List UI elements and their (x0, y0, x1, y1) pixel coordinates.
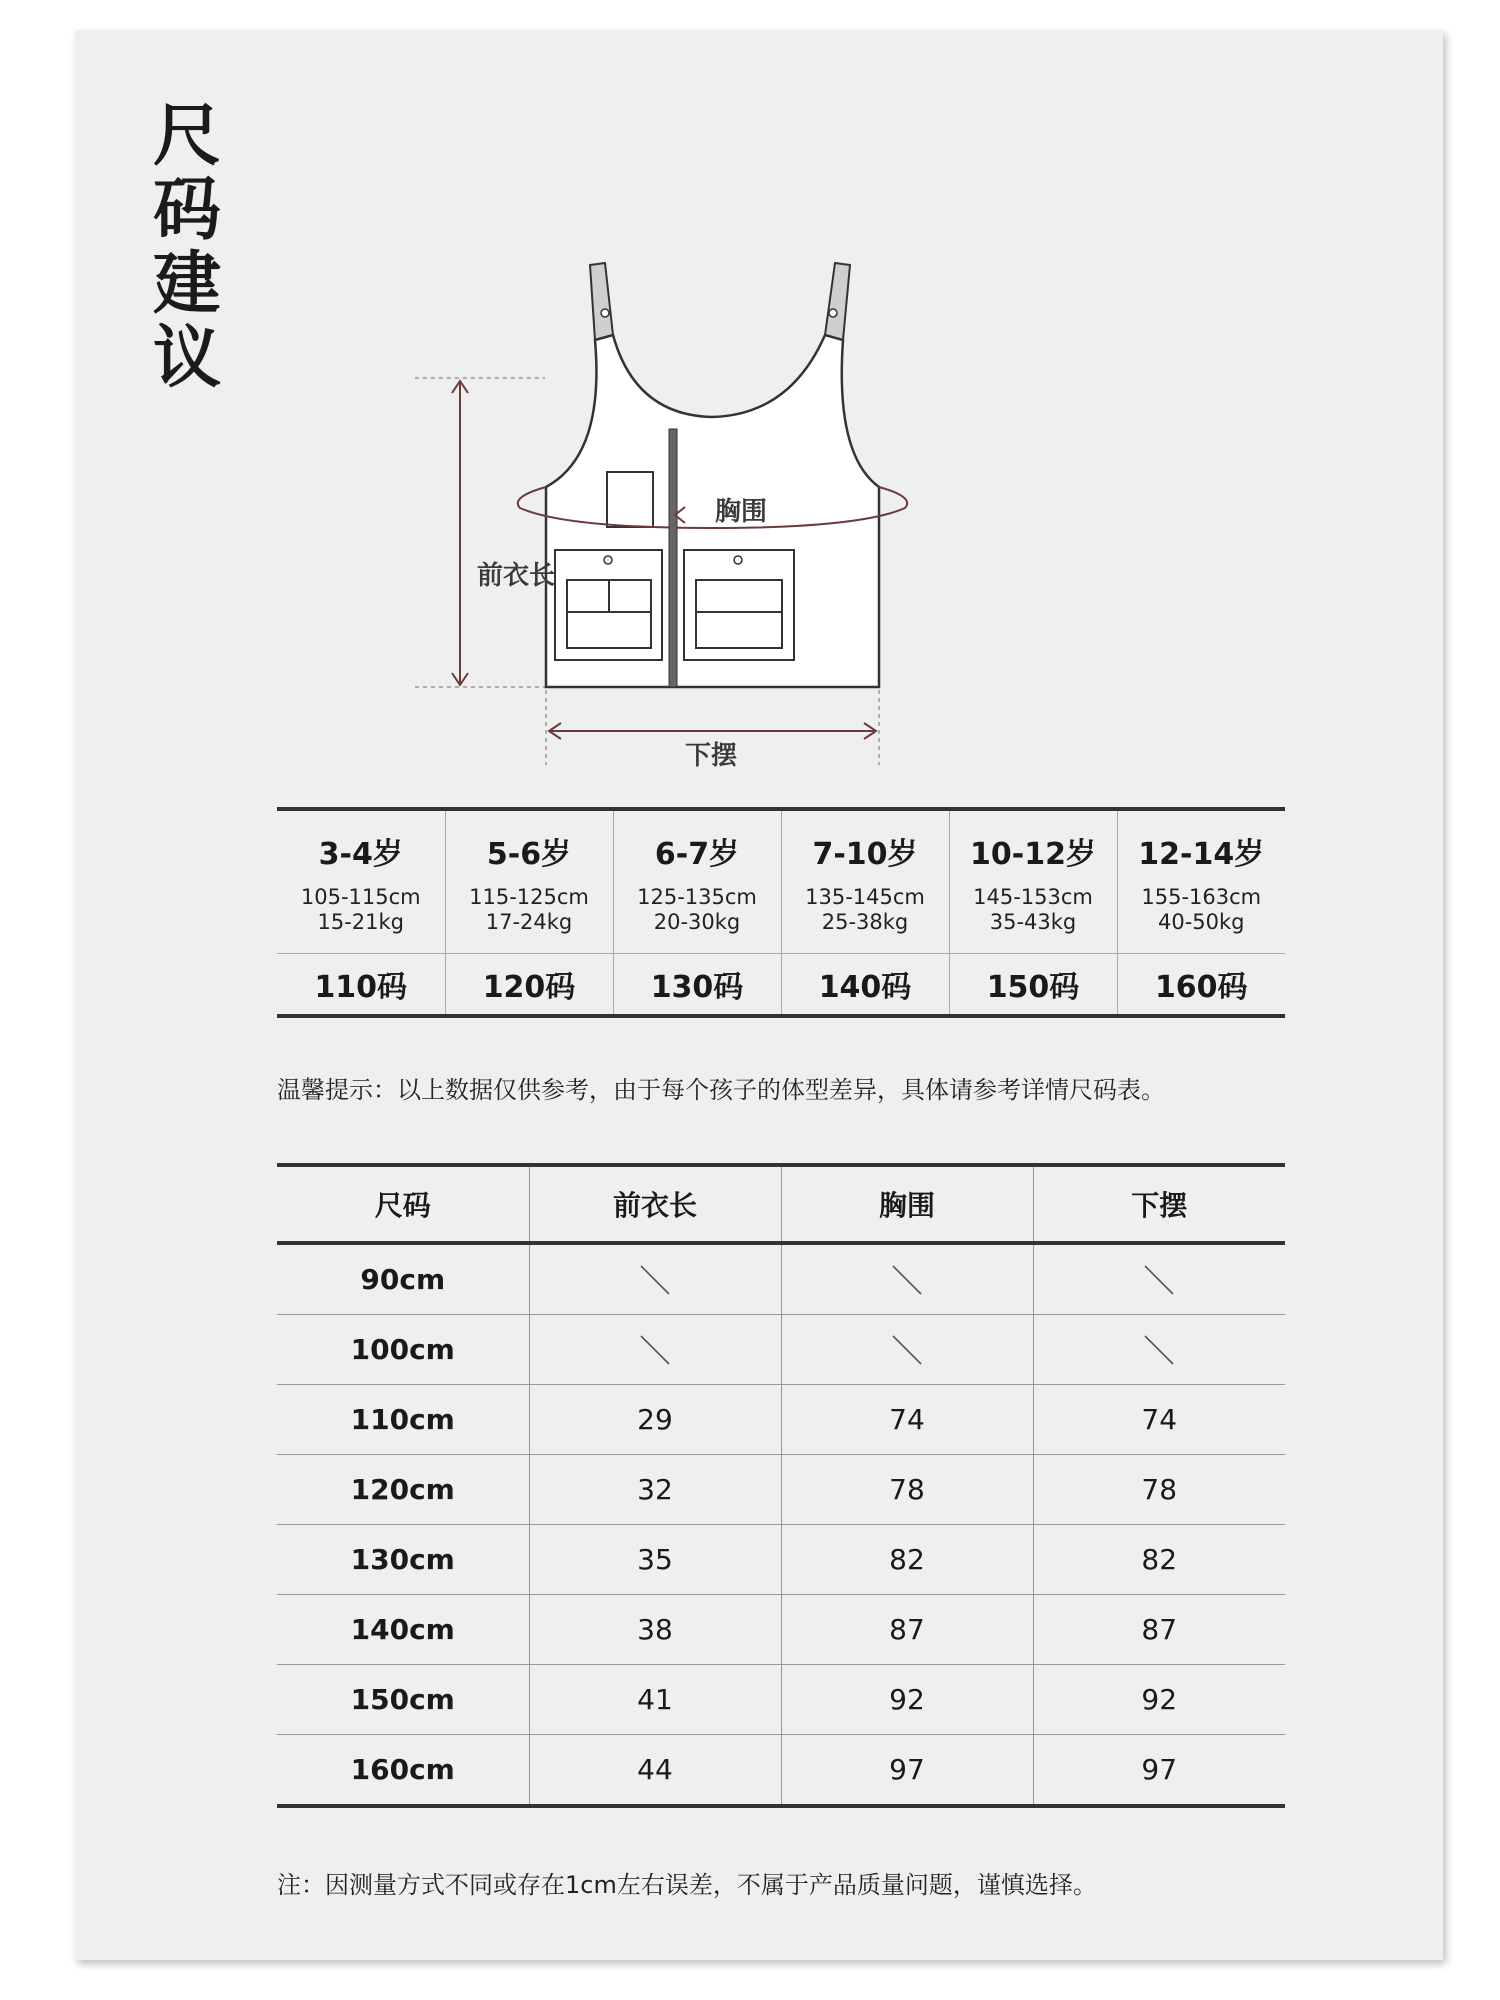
measurement-cell: 38 (529, 1595, 781, 1665)
measurement-cell: 92 (1033, 1665, 1285, 1735)
table-row (277, 1595, 1285, 1665)
table-row (277, 1243, 1285, 1315)
not-available-cell (1033, 1315, 1285, 1385)
not-available-cell (781, 1315, 1033, 1385)
measurement-cell: 87 (781, 1595, 1033, 1665)
hem-label: 下摆 (685, 741, 738, 771)
size-cell: 120cm (277, 1455, 529, 1525)
suggestion-cell: 12-14岁 155-163cm 40-50kg (1117, 809, 1285, 954)
slash-icon (887, 1260, 927, 1300)
not-available-cell (529, 1315, 781, 1385)
header-front-length: 前衣长 (529, 1165, 781, 1243)
table-row (277, 1735, 1285, 1807)
suggestion-cell: 7-10岁 135-145cm 25-38kg (781, 809, 949, 954)
size-suggestion-table (277, 807, 1285, 1018)
not-available-cell (1033, 1243, 1285, 1315)
suggestion-cell: 6-7岁 125-135cm 20-30kg (613, 809, 781, 954)
suggestion-cell: 10-12岁 145-153cm 35-43kg (949, 809, 1117, 954)
size-code: 130码 (613, 954, 781, 1017)
suggestion-cell: 5-6岁 115-125cm 17-24kg (445, 809, 613, 954)
chest-label: 胸围 (715, 497, 768, 527)
measurement-cell: 41 (529, 1665, 781, 1735)
size-code: 140码 (781, 954, 949, 1017)
table-row (277, 1455, 1285, 1525)
size-cell: 150cm (277, 1665, 529, 1735)
table-header-row (277, 1165, 1285, 1243)
header-chest: 胸围 (781, 1165, 1033, 1243)
measurement-cell: 97 (1033, 1735, 1285, 1807)
measurement-cell: 97 (781, 1735, 1033, 1807)
not-available-cell (781, 1243, 1033, 1315)
size-cell: 140cm (277, 1595, 529, 1665)
vest-diagram (415, 225, 1055, 785)
measurement-cell: 35 (529, 1525, 781, 1595)
slash-icon (887, 1330, 927, 1370)
measurement-cell: 29 (529, 1385, 781, 1455)
size-code: 120码 (445, 954, 613, 1017)
table-row (277, 1525, 1285, 1595)
not-available-cell (529, 1243, 781, 1315)
age-row (277, 809, 1285, 954)
header-size: 尺码 (277, 1165, 529, 1243)
front-length-label: 前衣长 (477, 561, 556, 591)
size-cell: 100cm (277, 1315, 529, 1385)
slash-icon (1139, 1330, 1179, 1370)
suggestion-cell: 3-4岁 105-115cm 15-21kg (300, 837, 421, 934)
size-code: 160码 (1117, 954, 1285, 1017)
reference-tip: 温馨提示：以上数据仅供参考，由于每个孩子的体型差异，具体请参考详情尺码表。 (277, 1076, 1165, 1104)
size-code-row (277, 954, 1285, 1017)
measurement-cell: 82 (1033, 1525, 1285, 1595)
slash-icon (635, 1330, 675, 1370)
measurement-cell: 82 (781, 1525, 1033, 1595)
size-cell: 90cm (360, 1263, 446, 1296)
size-cell: 160cm (277, 1735, 529, 1807)
header-hem: 下摆 (1033, 1165, 1285, 1243)
measurement-cell: 78 (781, 1455, 1033, 1525)
size-code: 150码 (949, 954, 1117, 1017)
measurement-table (277, 1163, 1285, 1808)
measurement-cell: 74 (781, 1385, 1033, 1455)
measurement-cell: 44 (529, 1735, 781, 1807)
size-guide-card (75, 30, 1443, 1960)
slash-icon (1139, 1260, 1179, 1300)
table-row (277, 1385, 1285, 1455)
measurement-cell: 32 (529, 1455, 781, 1525)
slash-icon (635, 1260, 675, 1300)
measurement-cell: 78 (1033, 1455, 1285, 1525)
measurement-cell: 87 (1033, 1595, 1285, 1665)
size-code: 110码 (277, 954, 445, 1017)
table-row (277, 1315, 1285, 1385)
size-cell: 110cm (277, 1385, 529, 1455)
measurement-cell: 92 (781, 1665, 1033, 1735)
size-cell: 130cm (277, 1525, 529, 1595)
table-row (277, 1665, 1285, 1735)
footnote: 注：因测量方式不同或存在1cm左右误差，不属于产品质量问题，谨慎选择。 (277, 1871, 1097, 1899)
measurement-cell: 74 (1033, 1385, 1285, 1455)
page-title: 尺 码 建 议 (152, 97, 221, 398)
